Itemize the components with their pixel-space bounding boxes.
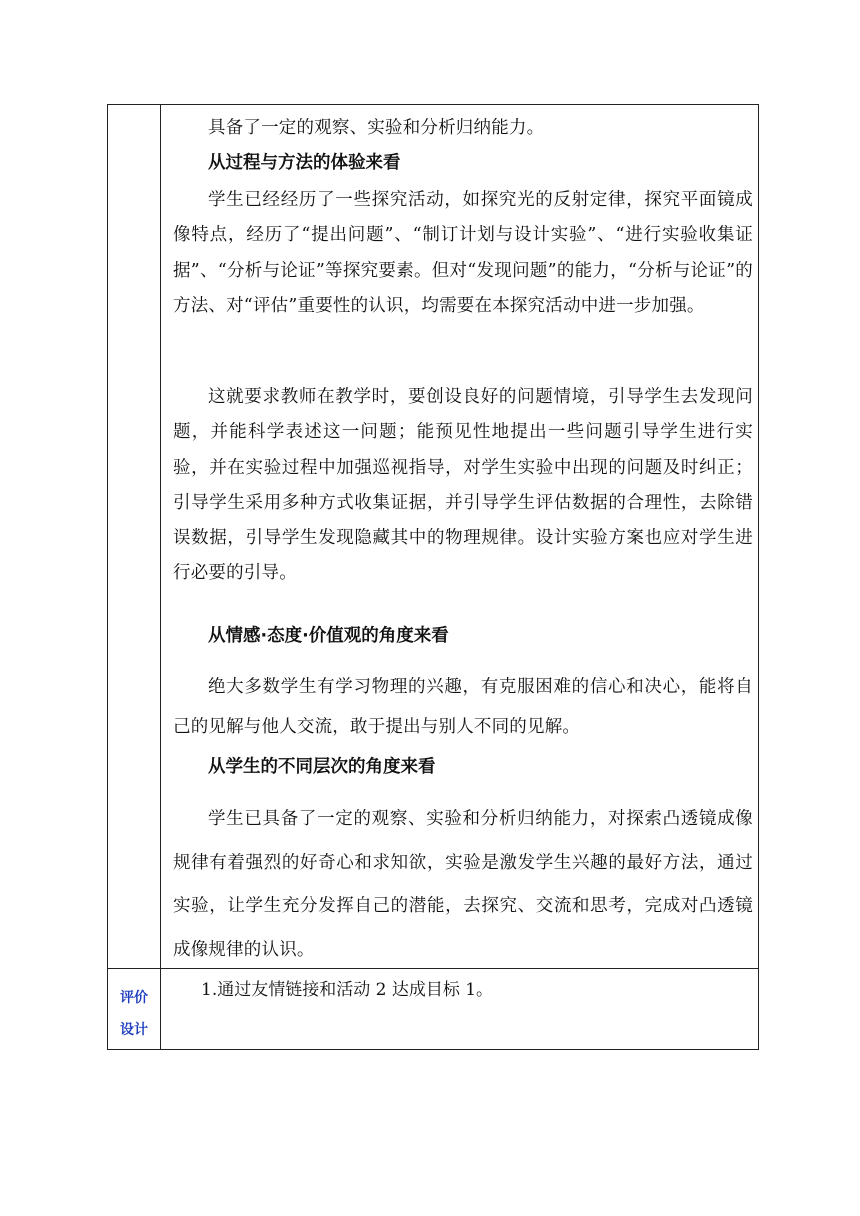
heading-attitude: 从情感·态度·价值观的角度来看 [208,626,449,646]
paragraph-process: 学生已经经历了一些探究活动，如探究光的反射定律，探究平面镜成像特点，经历了“提出问题”、“制订计划与设计实验”、“进行实验收集证据”、“分析与论证”等探究要素。但对“发现问题”的能力，“分析与论证”的方法、对“评估”重要性的认识，均需要在本探究活动中进一步加强。 [173,190,753,316]
paragraph-intro: 具备了一定的观察、实验和分析归纳能力。 [208,118,545,138]
heading-process: 从过程与方法的体验来看 [208,153,401,173]
paragraph-teacher: 这就要求教师在教学时，要创设良好的问题情境，引导学生去发现问题，并能科学表述这一问题；能预见性地提出一些问题引导学生进行实验，并在实验过程中加强巡视指导，对学生实验中出现的问题及时纠正；引导学生采用多种方式收集证据，并引导学生评估数据的合理性，去除错误数据，引导学生发现隐藏其中的物理规律。设计实验方案也应对学生进行必要的引导。 [173,387,753,584]
eval-item-1: 1.通过友情链接和活动 2 达成目标 1。 [201,980,494,1000]
lesson-table [107,104,759,1050]
paragraph-attitude: 绝大多数学生有学习物理的兴趣，有克服困难的信心和决心，能将自己的见解与他人交流，敢于提出与别人不同的见解。 [173,677,753,737]
eval-label-line1: 评价 [120,990,148,1006]
eval-label-line2: 设计 [120,1022,148,1038]
column-divider [160,105,161,1049]
paragraph-levels: 学生已具备了一定的观察、实验和分析归纳能力，对探索凸透镜成像规律有着强烈的好奇心和求知欲，实验是激发学生兴趣的最好方法，通过实验，让学生充分发挥自己的潜能，去探究、交流和思考，完成对凸透镜成像规律的认识。 [173,809,753,960]
heading-levels: 从学生的不同层次的角度来看 [208,757,436,777]
